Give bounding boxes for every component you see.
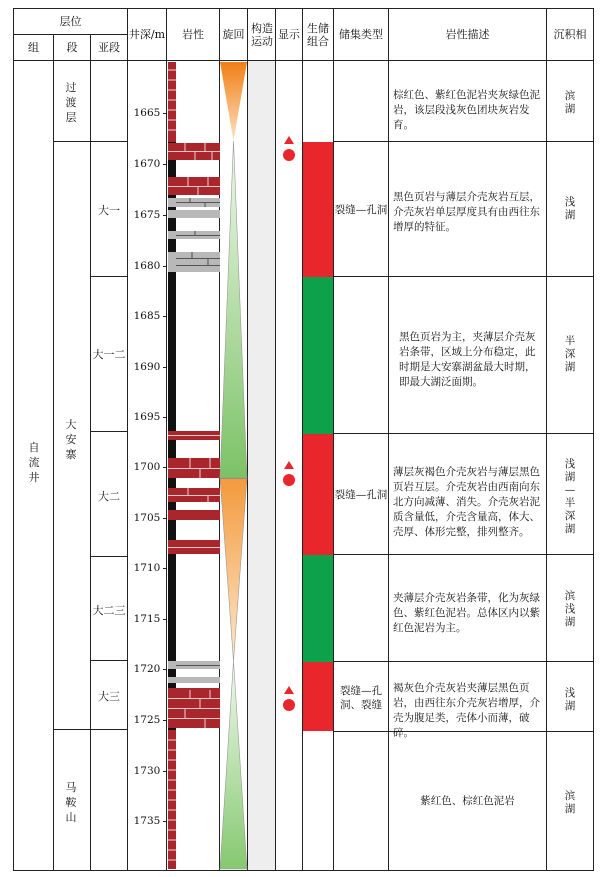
- depth-tick: 1685: [133, 310, 161, 322]
- combo-source-2: [303, 555, 333, 662]
- facies-1: 滨湖: [564, 90, 576, 115]
- reservoir-type-3: 裂缝—孔洞、裂缝: [340, 685, 382, 711]
- reservoir-type-2: 裂缝—孔洞: [334, 489, 388, 501]
- depth-tick: 1675: [133, 209, 161, 221]
- depth-tick: 1705: [133, 512, 161, 524]
- facies-6: 浅湖: [564, 687, 576, 712]
- facies-5: 滨浅湖: [564, 590, 576, 628]
- facies-7: 滨湖: [564, 790, 576, 815]
- combo-reservoir-2: [303, 434, 333, 555]
- reservoir-type-1: 裂缝—孔洞: [334, 204, 388, 216]
- oil-show-icon: [283, 686, 295, 711]
- combo-reservoir-1: [303, 142, 333, 277]
- description-4: 薄层灰褐色介壳灰岩与薄层黑色页岩互层。介壳灰岩由西南向东北方向减薄、消失。介壳灰岩泥质含量低，介壳含量高，体大、壳厚、体形完整，排列整齐。: [393, 466, 540, 538]
- depth-tick: 1680: [133, 260, 161, 272]
- combo-reservoir-3: [303, 662, 333, 731]
- description-5: 夹薄层介壳灰岩条带，化为灰绿色、紫红色泥岩。总体区内以紫红色泥岩为主。: [393, 592, 540, 634]
- member-3: 大三: [98, 690, 120, 703]
- depth-tick: 1690: [133, 361, 161, 373]
- description-7: 紫红色、棕红色泥岩: [420, 795, 515, 807]
- depth-tick: 1725: [133, 714, 161, 726]
- header-lith-desc: 岩性描述: [445, 28, 490, 41]
- member-1: 大一: [98, 204, 120, 217]
- header-display: 显示: [278, 28, 300, 41]
- header-lithology: 岩性: [182, 28, 204, 41]
- depth-tick: 1700: [133, 461, 161, 473]
- header-member: 亚段: [98, 41, 120, 54]
- depth-tick: 1670: [133, 158, 161, 170]
- description-3: 黑色页岩为主，夹薄层介壳灰岩条带，区域上分布稳定，此时期是大安寨湖盆最大时期，即最大湖泛面期。: [399, 331, 536, 388]
- cycle-transgressive-2: [220, 661, 247, 869]
- header-layer: 层位: [59, 15, 82, 28]
- depth-tick: 1695: [133, 411, 161, 423]
- header-depth: 井深/m: [128, 28, 166, 41]
- depth-tick: 1730: [133, 765, 161, 777]
- cycle-regressive-1: [220, 62, 247, 141]
- depth-tick: 1720: [133, 663, 161, 675]
- group-name: 自流井: [28, 441, 40, 484]
- description-6: 褐灰色介壳灰岩夹薄层黑色页岩，由西往东介壳灰岩增厚，介壳为腹足类，壳体小而薄，破碎。: [393, 682, 540, 739]
- header-sr-combo: 生储组合: [307, 21, 329, 48]
- depth-tick: 1715: [133, 613, 161, 625]
- header-tectonic: 构造运动: [251, 21, 273, 48]
- formation-transition: 过渡层: [65, 81, 77, 124]
- depth-tick: 1665: [133, 107, 161, 119]
- depth-tick: 1710: [133, 562, 161, 574]
- header-reservoir-type: 储集类型: [339, 28, 383, 41]
- formation-daanzhai: 大安寨: [65, 418, 77, 461]
- cycle-regressive-2: [220, 478, 247, 661]
- oil-show-icon: [283, 136, 295, 161]
- description-1: 棕红色、紫红色泥岩夹灰绿色泥岩，该层段浅灰色团块灰岩发育。: [393, 89, 540, 131]
- member-2: 大二: [98, 490, 120, 503]
- tectonic-band: [248, 61, 275, 870]
- header-facies: 沉积相: [553, 28, 587, 41]
- member-1-2: 大一二: [92, 348, 126, 361]
- member-2-3: 大二三: [92, 604, 126, 617]
- facies-2: 浅湖: [564, 196, 576, 221]
- header-cycle: 旋回: [222, 28, 245, 41]
- description-2: 黑色页岩与薄层介壳灰岩互层，介壳灰岩单层厚度具有由西往东增厚的特征。: [393, 191, 540, 233]
- facies-3: 半深湖: [564, 335, 576, 373]
- facies-4: 浅湖—半深湖: [564, 458, 576, 535]
- header-formation: 段: [66, 41, 78, 54]
- oil-show-icon: [283, 461, 295, 486]
- combo-source-1: [303, 277, 333, 434]
- header-group: 组: [28, 41, 39, 54]
- cycle-transgressive-1: [220, 141, 247, 478]
- depth-tick: 1735: [133, 815, 161, 827]
- formation-maanshan: 马鞍山: [65, 781, 77, 824]
